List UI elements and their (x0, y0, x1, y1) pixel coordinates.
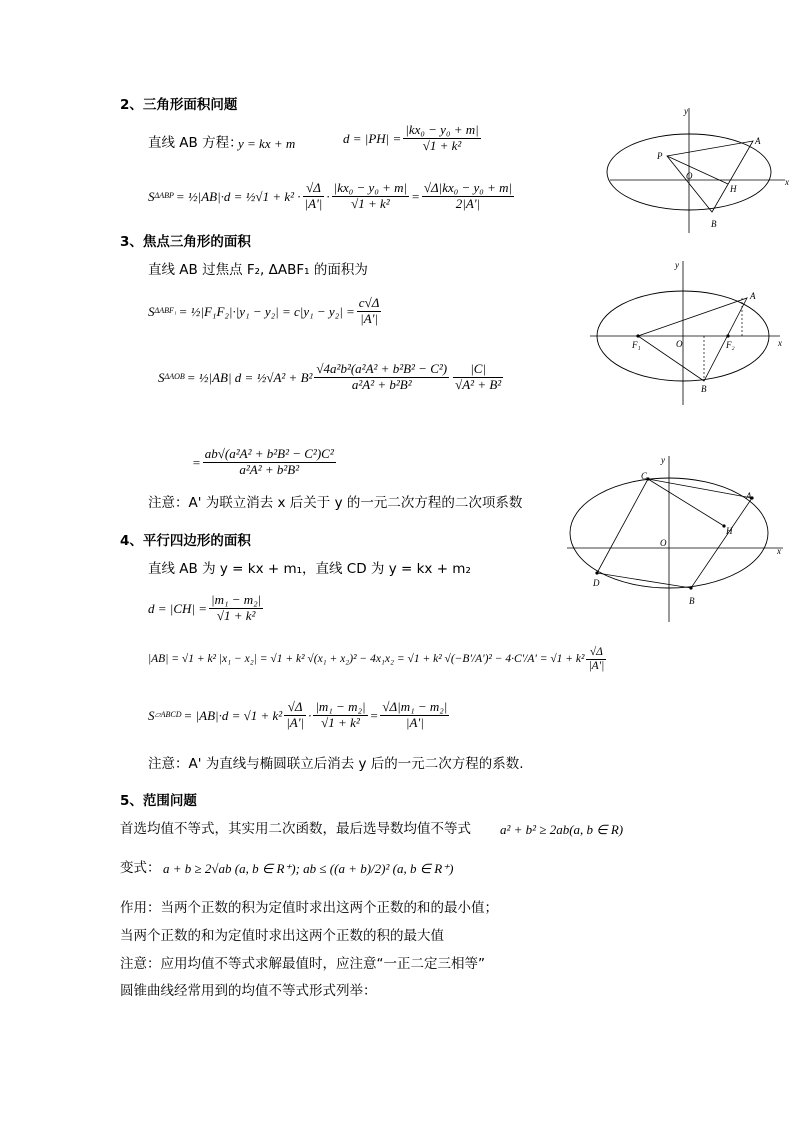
fig1-p-label: P (657, 151, 663, 161)
s5-line6: 圆锥曲线经常用到的均值不等式形式列举： (120, 983, 377, 999)
s3-eq2-mid: = ½|AB| d = ½√A² + B² (186, 369, 313, 385)
fig3-d-label: D (593, 578, 600, 588)
s3-eq2-num: √4a²b²(a²A² + b²B² − C²) (316, 361, 448, 376)
s4-area-lhs: S (148, 707, 155, 723)
s5-line1: 首选均值不等式，其实用二次函数，最后选导数均值不等式 (120, 821, 471, 837)
fig2-a-label: A (750, 291, 756, 301)
s2-d-lhs: d = |PH| = (343, 130, 402, 146)
section-5-heading: 5、范围问题 (120, 793, 197, 809)
s3-eq3-den: a²A² + b²B² (239, 461, 300, 477)
fig3-c-label: C (641, 471, 648, 481)
s3-eq2-frac1 (314, 362, 449, 393)
s3-intro: 直线 AB 过焦点 F₂, ΔABF₁ 的面积为 (148, 262, 368, 278)
s2-area-lhs: S (148, 188, 155, 204)
s3-eq3-equals: = (192, 454, 201, 470)
section-4-heading: 4、平行四边形的面积 (120, 533, 251, 549)
s5-line4: 当两个正数的和为定值时求出这两个正数的积的最大值 (120, 928, 444, 944)
section-2-heading: 2、三角形面积问题 (120, 97, 238, 113)
s3-note-label: 注意： (148, 495, 189, 511)
fig3-a-label: A (746, 491, 752, 501)
figure-focal-triangle (588, 257, 784, 407)
s4-ab-eq: |AB| = √1 + k² |x₁ − x₂| = √1 + k² √(x₁ + x₂)² − 4x₁x₂ = √1 + k² √(−B'/A')² − 4·C'/A' = √1 + k² (148, 652, 585, 665)
s2-area-sub: ΔABP (154, 191, 174, 201)
s4-area-mid: = |AB|·d = √1 + k² (183, 707, 283, 723)
fig2-b-label: B (701, 384, 707, 394)
s3-eq1-sub: ΔABF₁ (154, 306, 177, 316)
figure-triangle-area (605, 103, 790, 238)
fig3-x-label: x (777, 546, 781, 556)
fig3-b-label: B (689, 596, 695, 606)
s2-d-num: |kx₀ − y₀ + m| (405, 122, 479, 137)
s4-d-frac (209, 593, 263, 624)
fig1-a-label: A (755, 136, 761, 146)
s2-area-f2-num: |kx₀ − y₀ + m| (333, 180, 408, 195)
s3-eq2-sub: ΔAOB (164, 372, 185, 382)
fig2-x-label: x (778, 338, 782, 348)
s3-eq1 (148, 296, 383, 327)
s5-line2-math: a + b ≥ 2√ab (a, b ∈ R⁺); ab ≤ ((a + b)/2)² (a, b ∈ R⁺) (163, 861, 454, 876)
fig2-y-label: y (675, 260, 679, 270)
s3-eq3-frac (203, 447, 336, 478)
s4-area-f2 (313, 700, 367, 731)
s4-area-f2-num: |m₁ − m₂| (315, 699, 366, 714)
s3-eq2-lhs: S (158, 369, 165, 385)
fig1-b-label: B (711, 219, 717, 229)
s5-line3: 作用：当两个正数的积为定值时求出这两个正数的和的最小值； (120, 900, 498, 916)
fig3-o-label: O (660, 538, 667, 548)
s3-eq2-frac2 (453, 362, 503, 393)
s4-area-f3-num: √Δ|m₁ − m₂| (382, 699, 448, 714)
s4-lines: 直线 AB 为 y = kx + m₁，直线 CD 为 y = kx + m₂ (148, 561, 471, 577)
s3-eq1-lhs: S (148, 303, 155, 319)
s2-area-rest: = ½|AB|·d = ½√1 + k² · (175, 188, 301, 204)
s2-line-label: 直线 AB 方程： (148, 135, 243, 151)
s2-area-f1-den: |A'| (304, 195, 323, 211)
s3-eq2-den: a²A² + b²B² (351, 376, 412, 392)
s2-area-f1 (303, 181, 325, 212)
s4-area-f2-den: √1 + k² (321, 714, 360, 730)
s3-eq1-den: |A'| (360, 310, 378, 326)
s2-area-f3 (422, 181, 514, 212)
s4-area-f3 (380, 700, 449, 731)
s4-ab-num: √Δ (586, 646, 606, 660)
s2-distance-formula (343, 123, 483, 154)
s3-note (148, 497, 522, 511)
s4-area: S ▱ABCD = |AB|·d = √1 + k² $\frac{√\Delta}{|A'|}$ · $\frac{\text{|m₁ − m₂|}}{\text{√1 + k²}}$ = $\frac{\text{√Δ|m₁ − m₂|}}{|A'|}$ (148, 699, 448, 730)
s4-area-f1-num: √Δ (284, 700, 306, 716)
s2-area-f2-den: √1 + k² (351, 195, 390, 211)
fig2-o-label: O (676, 339, 683, 349)
s4-distance (148, 593, 265, 624)
s3-eq1-num: c√Δ (358, 295, 380, 310)
s4-d-den: √1 + k² (216, 607, 256, 623)
s3-eq3-num: ab√(a²A² + b²B² − C²)C² (204, 446, 334, 461)
s2-area-formula: S ΔABP = ½|AB|·d = ½√1 + k² · $\frac{√\Delta}{|A'|}$ · $\frac{\text{|kx₀ − y₀ + m|}}{\text{√1 + k²}}$ = $\frac{\text{√Δ|kx₀ − y₀ + m|}}{2|A'|}$ (148, 180, 513, 211)
s3-eq2-den2: √A² + B² (455, 376, 502, 392)
s2-line-equation: y = kx + m (238, 136, 296, 151)
s4-ab-length (148, 646, 608, 673)
s2-area-f1-num: √Δ (303, 181, 325, 197)
s2-area-f3-num: √Δ|kx₀ − y₀ + m| (423, 180, 513, 195)
s4-ab-den: |A'| (588, 660, 605, 673)
fig1-h-label: H (730, 184, 737, 194)
section-3-heading: 3、焦点三角形的面积 (120, 234, 251, 250)
s4-d-lhs: d = |CH| = (148, 600, 208, 616)
fig2-f2-label: F₂ (726, 340, 735, 350)
s2-d-den: √1 + k² (422, 137, 462, 153)
fig3-y-label: y (661, 455, 665, 465)
s4-note: 注意：A' 为直线与椭圆联立后消去 y 后的一元二次方程的系数. (148, 756, 524, 772)
s4-area-sub: ▱ABCD (154, 710, 182, 720)
s4-area-f1 (284, 700, 306, 731)
fig3-h-label: H (726, 526, 733, 536)
s4-ab-frac (586, 646, 606, 673)
s5-line5: 注意：应用均值不等式求解最值时，应注意“一正二定三相等” (120, 956, 485, 972)
s4-area-f3-den: |A'| (405, 714, 424, 730)
s2-area-f2 (332, 181, 409, 212)
fig1-y-label: y (684, 106, 688, 116)
s3-note-text: A' 为联立消去 x 后关于 y 的一元二次方程的二次项系数 (188, 495, 523, 511)
s5-line1-math: a² + b² ≥ 2ab(a, b ∈ R) (500, 822, 624, 837)
s3-eq1-frac (357, 296, 382, 327)
s3-eq1-mid: = ½|F₁F₂|·|y₁ − y₂| = c|y₁ − y₂| = (178, 303, 355, 319)
s3-eq2 (158, 362, 505, 393)
s2-d-fraction (403, 123, 480, 154)
s5-line2-label: 变式： (120, 860, 161, 876)
s4-d-num: |m₁ − m₂| (211, 592, 262, 607)
fig2-f1-point (636, 334, 639, 337)
fig3-b-point (689, 586, 692, 589)
s3-eq3 (192, 447, 338, 478)
fig2-f2-point (726, 334, 729, 337)
s3-eq2-num2: |C| (453, 362, 503, 378)
fig3-d-point (595, 571, 598, 574)
fig1-o-label: O (686, 171, 693, 181)
fig1-x-label: x (785, 177, 789, 187)
figure-parallelogram (565, 452, 787, 624)
fig2-f1-label: F₁ (632, 340, 641, 350)
s2-area-f3-den: 2|A'| (455, 195, 481, 211)
s4-area-f1-den: |A'| (286, 714, 305, 730)
